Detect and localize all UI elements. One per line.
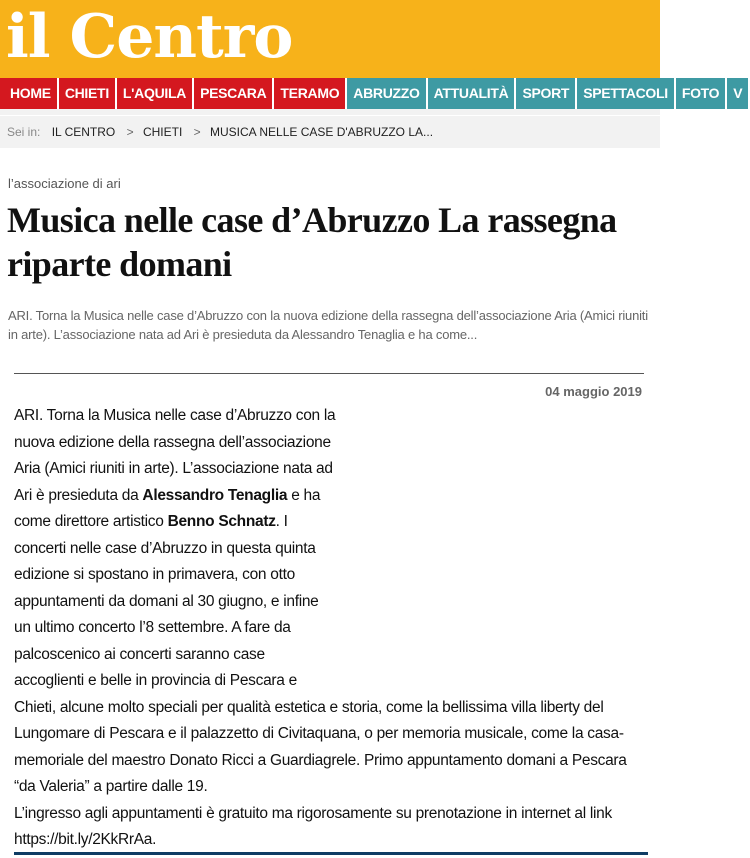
nav-item-attualita[interactable]: ATTUALITÀ: [428, 78, 515, 109]
site-logo[interactable]: il Centro: [6, 2, 293, 72]
article-body: [14, 403, 646, 854]
nav-item-video[interactable]: V: [727, 78, 748, 109]
article-section-label: l’associazione di ari: [8, 176, 121, 191]
nav-item-home[interactable]: HOME: [0, 78, 57, 109]
nav-item-chieti[interactable]: CHIETI: [59, 78, 115, 109]
nav-item-teramo[interactable]: TERAMO: [274, 78, 345, 109]
article-title: Musica nelle case d’Abruzzo La rassegna riparte domani: [7, 200, 617, 284]
nav-item-spettacoli[interactable]: SPETTACOLI: [577, 78, 674, 109]
nav-item-abruzzo[interactable]: ABRUZZO: [347, 78, 425, 109]
article-paragraph: L’ingresso agli appuntamenti è gratuito ma rigorosamente su prenotazione in internet al link https://bit.ly/2KkRrAa.: [14, 804, 612, 848]
bottom-bar: [14, 852, 648, 855]
nav-item-sport[interactable]: SPORT: [516, 78, 575, 109]
nav-item-laquila[interactable]: L'AQUILA: [117, 78, 192, 109]
person-name: Alessandro Tenaglia: [142, 486, 288, 504]
body-text-segment: ARI. Torna la Musica nelle case d’Abruzzo con la nuova edizione della rassegna dell’associazione Aria (Amici riuniti in arte). L’associazione nata ad Ari è presieduta da: [14, 407, 336, 504]
breadcrumb: [0, 116, 660, 148]
breadcrumb-item-home[interactable]: IL CENTRO: [51, 125, 116, 139]
ad-slot-placeholder: [336, 403, 646, 673]
breadcrumb-separator-icon: >: [193, 125, 201, 139]
article-summary: ARI. Torna la Musica nelle case d’Abruzzo con la nuova edizione della rassegna dell’associazione Aria (Amici riuniti in arte). L’associazione nata ad Ari è presieduta da Alessandro Tenaglia e ha come...: [8, 308, 648, 342]
nav-item-foto[interactable]: FOTO: [676, 78, 725, 109]
breadcrumb-separator-icon: >: [126, 125, 134, 139]
breadcrumb-item-current: MUSICA NELLE CASE D'ABRUZZO LA...: [210, 125, 434, 139]
breadcrumb-prefix: Sei in:: [7, 125, 41, 139]
person-name: Benno Schnatz: [167, 513, 276, 530]
masthead: [0, 0, 660, 78]
article-date: 04 maggio 2019: [545, 384, 642, 399]
body-text-segment: e ha come direttore artistico: [14, 486, 321, 530]
divider: [14, 373, 644, 374]
nav-item-pescara[interactable]: PESCARA: [194, 78, 272, 109]
body-text-segment: . I concerti nelle case d’Abruzzo in questa quinta edizione si spostano in primavera, con otto appuntamenti da domani al 30 giugno, e infine un ultimo concerto l’8 settembre. A fare da palcoscenico ai concerti saranno case accoglienti e belle in provincia di Pescara e Chieti, alcune molto speciali per qualità estetica e storia, come la bellissima villa liberty del Lungomare di Pescara e il palazzetto di Civitaquana, o per memoria musicale, come la casa-memoriale del maestro Donato Ricci a Guardiagrele. Primo appuntamento domani a Pescara “da Valeria” a partire dalle 19.: [14, 513, 627, 795]
breadcrumb-item-section[interactable]: CHIETI: [142, 125, 183, 139]
main-navigation: [0, 78, 743, 109]
subnav-strip: [0, 109, 660, 115]
